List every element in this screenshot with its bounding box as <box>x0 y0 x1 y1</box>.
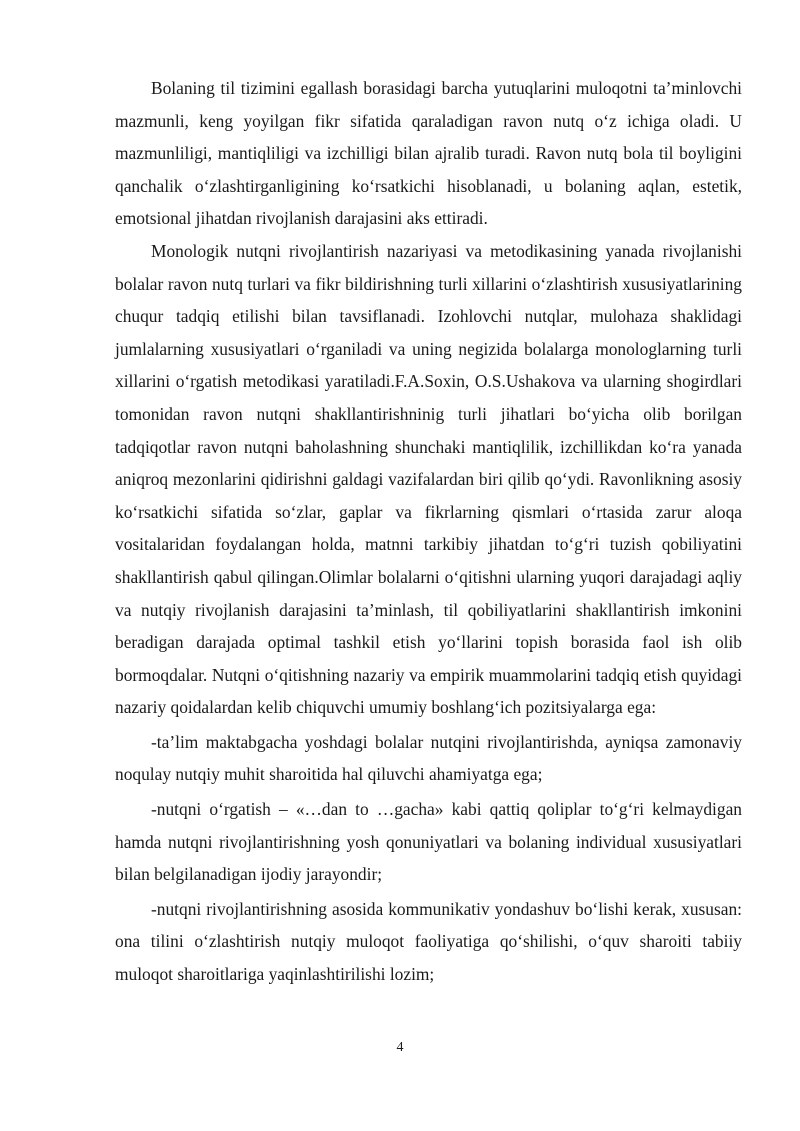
list-item-education: -ta’lim maktabgacha yoshdagi bolalar nutqini rivojlantirishda, ayniqsa zamonaviy noqulay nutqiy muhit sharoitida hal qiluvchi ahamiyatga ega; <box>115 731 742 785</box>
paragraph-intro: Bolaning til tizimini egallash borasidagi barcha yutuqlarini muloqotni ta’minlovchi mazmunli, keng yoyilgan fikr sifatida qaraladigan ravon nutq o‘z ichiga oladi. U mazmunliligi, mantiqliligi va izchilligi bilan ajralib turadi. Ravon nutq bola til boyligini qanchalik o‘zlashtirganligining ko‘rsatkichi hisoblanadi, u bolaning aqlan, estetik, emotsional jihatdan rivojlanish darajasini aks ettiradi. <box>115 78 742 229</box>
list-item-communicative: -nutqni rivojlantirishning asosida kommunikativ yondashuv bo‘lishi kerak, xususan: ona tilini o‘zlashtirish nutqiy muloqot faoliyatiga qo‘shilishi, o‘quv sharoiti tabiiy muloqot sharoitlariga yaqinlashtirilishi lozim; <box>115 898 742 985</box>
list-item-teaching: -nutqni o‘rgatish – «…dan to …gacha» kabi qattiq qoliplar to‘g‘ri kelmaydigan hamda nutqni rivojlantirishning yosh qonuniyatlari va bolaning individual xususiyatlari bilan belgilanadigan ijodiy jarayondir; <box>115 799 742 885</box>
document-page <box>115 72 742 991</box>
page-number: 4 <box>396 1040 404 1055</box>
paragraph-monologic-speech: Monologik nutqni rivojlantirish nazariyasi va metodikasining yanada rivojlanishi bolalar ravon nutq turlari va fikr bildirishning turli xillarini o‘zlashtirish xususiyatlarining chuqur tadqiq etilishi bilan tavsiflanadi. Izohlovchi nutqlar, mulohaza shaklidagi jumlalarning xususiyatlari o‘rganiladi va uning negizida bolalarga monologlarning turli xillarini o‘rgatish metodikasi yaratiladi.F.A.Soxin, O.S.Ushakova va ularning shogirdlari tomonidan ravon nutqni shakllantirishninig turli jihatlari bo‘yicha olib borilgan tadqiqotlar ravon nutqni baholashning shunchaki mantiqlilik, izchillikdan ko‘ra yanada aniqroq mezonlarini qidirishni galdagi vazifalardan biri qilib qo‘ydi. Ravonlikning asosiy ko‘rsatkichi sifatida so‘zlar, gaplar va fikrlarning qismlari o‘rtasida zarur aloqa vositalaridan foydalangan holda, matnni tarkibiy jihatdan to‘g‘ri tuzish qobiliyatini shakllantirish qabul qilingan.Olimlar bolalarni o‘qitishni ularning yuqori darajadagi aqliy va nutqiy rivojlanish darajasini ta’minlash, til qobiliyatlarini shakllantirish imkonini beradigan darajada optimal tashkil etish yo‘llarini topish borasida faol ish olib bormoqdalar. Nutqni o‘qitishning nazariy va empirik muammolarini tadqiq etish quyidagi nazariy qoidalardan kelib chiquvchi umumiy boshlang‘ich pozitsiyalarga ega: <box>115 240 742 718</box>
